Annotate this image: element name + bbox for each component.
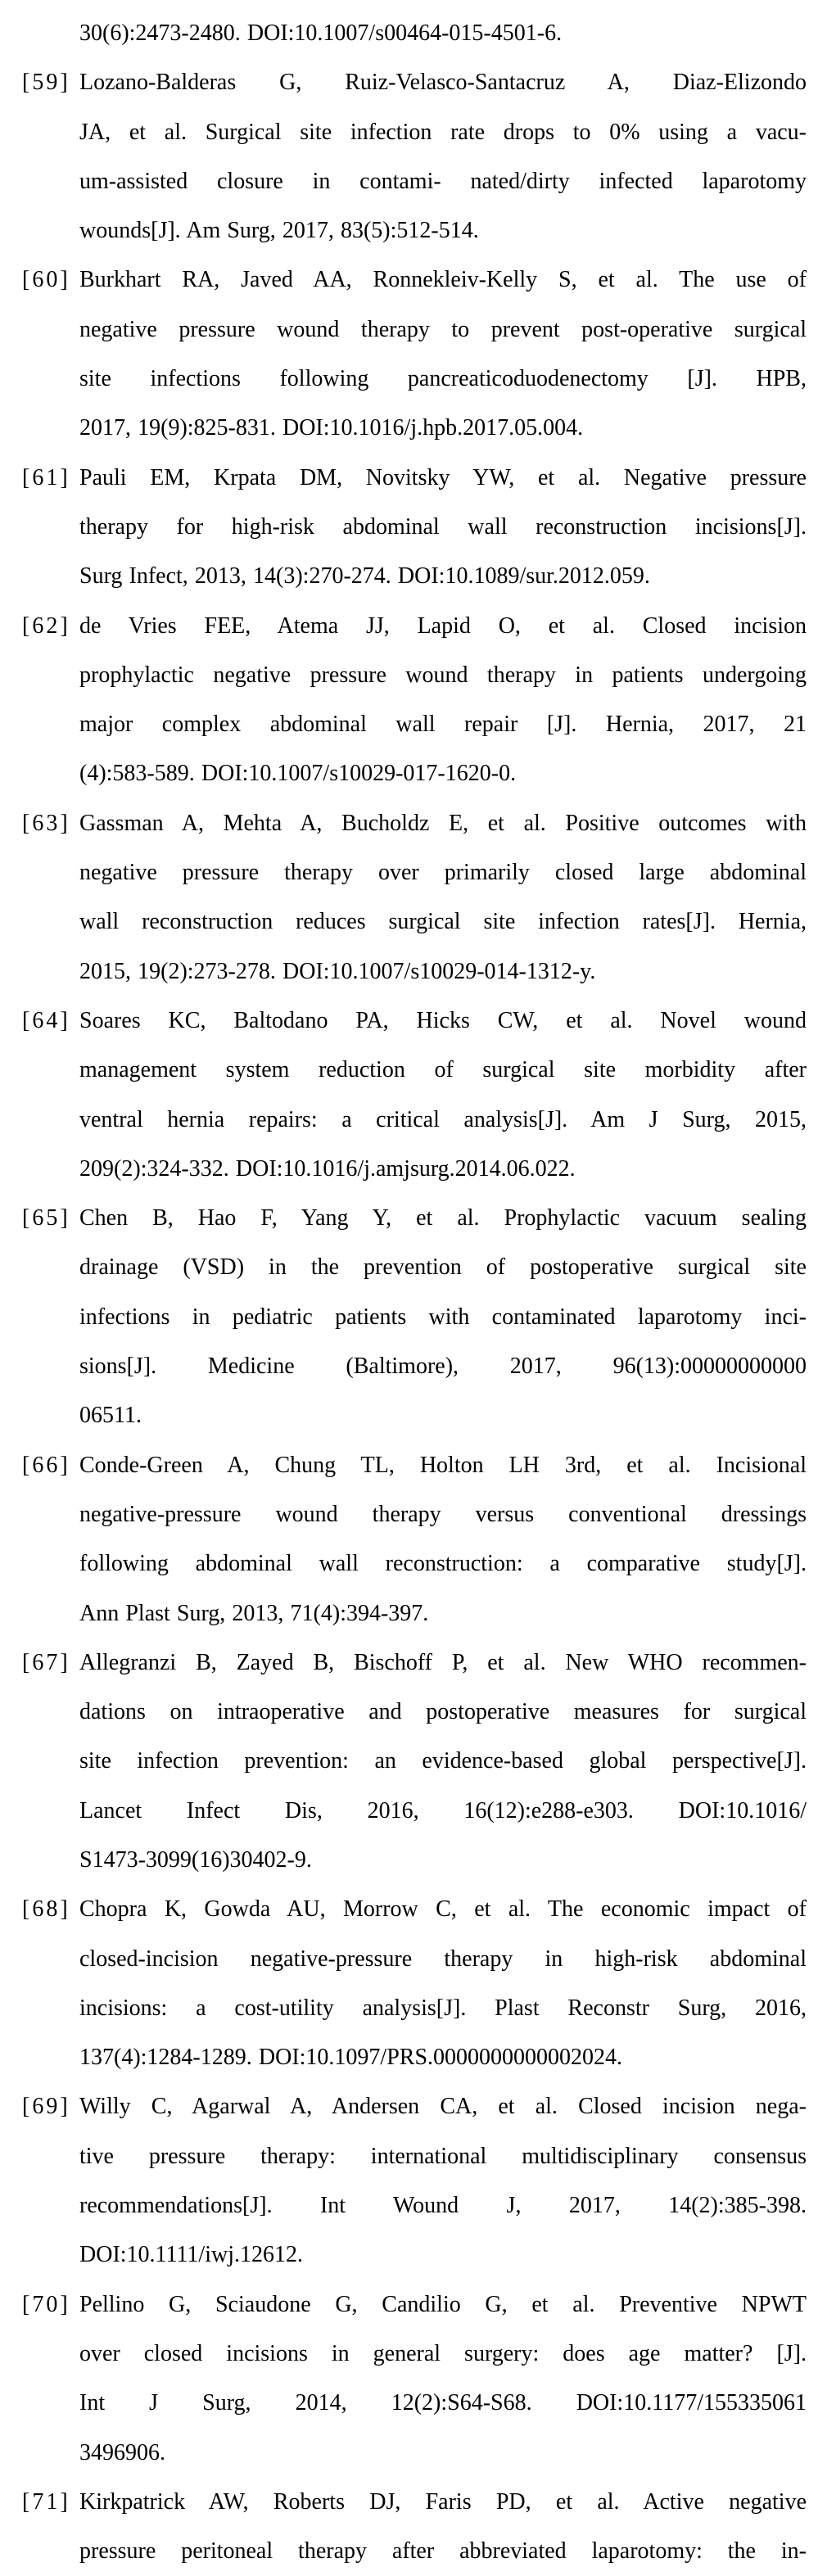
reference-line: S1473-3099(16)30402-9. xyxy=(79,1846,312,1873)
reference-text xyxy=(79,58,807,255)
reference-text xyxy=(79,454,807,602)
reference-text xyxy=(79,997,807,1194)
reference-line: 2015, 19(2):273-278. DOI:10.1007/s10029-014-1312-y. xyxy=(79,958,596,984)
reference-text xyxy=(79,2082,807,2280)
reference-number: [70] xyxy=(22,2291,70,2317)
reference-line: therapy for high-risk abdominal wall reconstruction incisions[J]. xyxy=(79,513,807,540)
reference-line: Soares KC, Baltodano PA, Hicks CW, et al. Novel wound xyxy=(79,1007,807,1033)
reference-line: Int J Surg, 2014, 12(2):S64-S68. DOI:10.1177/155335061 xyxy=(79,2390,807,2416)
reference-line: dations on intraoperative and postoperative measures for surgical xyxy=(79,1699,807,1725)
reference-line: management system reduction of surgical site morbidity after xyxy=(79,1057,807,1083)
reference-line: Kirkpatrick AW, Roberts DJ, Faris PD, et al. Active negative xyxy=(79,2488,807,2515)
reference-line: tive pressure therapy: international multidisciplinary consensus xyxy=(79,2143,807,2169)
reference-line: ventral hernia repairs: a critical analysis[J]. Am J Surg, 2015, xyxy=(79,1106,807,1132)
reference-item xyxy=(0,2478,818,2576)
reference-line: over closed incisions in general surgery: does age matter? [J]. xyxy=(79,2340,807,2366)
reference-line: major complex abdominal wall repair [J]. Hernia, 2017, 21 xyxy=(79,712,807,738)
reference-item xyxy=(0,1638,818,1885)
reference-line: negative-pressure wound therapy versus conventional dressings xyxy=(79,1501,807,1527)
reference-number: [67] xyxy=(22,1649,70,1675)
reference-line: Lozano-Balderas G, Ruiz-Velasco-Santacruz A, Diaz-Elizondo xyxy=(79,70,807,96)
reference-text xyxy=(79,1638,807,1885)
reference-item xyxy=(0,2082,818,2280)
reference-line: JA, et al. Surgical site infection rate drops to 0% using a vacu- xyxy=(79,119,807,145)
reference-text xyxy=(79,1441,807,1638)
reference-line: (4):583-589. DOI:10.1007/s10029-017-1620-0. xyxy=(79,761,517,787)
reference-line: 2017, 19(9):825-831. DOI:10.1016/j.hpb.2017.05.004. xyxy=(79,415,584,441)
reference-number: [68] xyxy=(22,1896,70,1923)
reference-text xyxy=(79,2478,807,2576)
reference-line: recommendations[J]. Int Wound J, 2017, 14(2):385-398. xyxy=(79,2193,807,2219)
reference-line: negative pressure therapy over primarily closed large abdominal xyxy=(79,860,807,886)
reference-item-continuation xyxy=(0,9,818,58)
reference-line: um-assisted closure in contami- nated/dirty infected laparotomy xyxy=(79,168,807,194)
reference-number: [61] xyxy=(22,464,70,490)
reference-line: Allegranzi B, Zayed B, Bischoff P, et al. New WHO recommen- xyxy=(79,1649,807,1675)
reference-line: Pellino G, Sciaudone G, Candilio G, et al. Preventive NPWT xyxy=(79,2291,807,2317)
reference-number: [60] xyxy=(22,267,70,293)
reference-line: Chen B, Hao F, Yang Y, et al. Prophylactic vacuum sealing xyxy=(79,1205,807,1232)
reference-text xyxy=(79,602,807,799)
reference-number: [66] xyxy=(22,1452,70,1478)
reference-number: [63] xyxy=(22,810,70,836)
reference-number: [71] xyxy=(22,2488,70,2515)
reference-item xyxy=(0,602,818,799)
reference-line: Gassman A, Mehta A, Bucholdz E, et al. Positive outcomes with xyxy=(79,810,807,836)
reference-text xyxy=(79,1885,807,2082)
reference-line: 209(2):324-332. DOI:10.1016/j.amjsurg.2014.06.022. xyxy=(79,1155,576,1182)
reference-line: Lancet Infect Dis, 2016, 16(12):e288-e303. DOI:10.1016/ xyxy=(79,1797,807,1824)
reference-item xyxy=(0,799,818,997)
reference-line: infections in pediatric patients with contaminated laparotomy inci- xyxy=(79,1304,807,1330)
reference-line: Ann Plast Surg, 2013, 71(4):394-397. xyxy=(79,1600,429,1626)
reference-text xyxy=(79,799,807,997)
reference-line: incisions: a cost-utility analysis[J]. Plast Reconstr Surg, 2016, xyxy=(79,1995,807,2021)
reference-line: 3496906. xyxy=(79,2439,165,2465)
reference-line: Conde-Green A, Chung TL, Holton LH 3rd, et al. Incisional xyxy=(79,1452,807,1478)
reference-line: DOI:10.1111/iwj.12612. xyxy=(79,2242,303,2268)
reference-number: [65] xyxy=(22,1205,70,1232)
reference-item xyxy=(0,454,818,602)
reference-item xyxy=(0,997,818,1194)
reference-list xyxy=(0,9,818,2576)
reference-line: wall reconstruction reduces surgical site infection rates[J]. Hernia, xyxy=(79,909,807,935)
reference-number: [62] xyxy=(22,612,70,639)
reference-line: Chopra K, Gowda AU, Morrow C, et al. The economic impact of xyxy=(79,1896,807,1923)
reference-line: sions[J]. Medicine (Baltimore), 2017, 96(13):00000000000 xyxy=(79,1354,807,1380)
reference-line: 30(6):2473-2480. DOI:10.1007/s00464-015-4501-6. xyxy=(79,20,563,46)
reference-line: 137(4):1284-1289. DOI:10.1097/PRS.0000000000002024. xyxy=(79,2045,623,2071)
reference-text xyxy=(79,2280,807,2478)
reference-line: site infection prevention: an evidence-based global perspective[J]. xyxy=(79,1748,807,1774)
reference-item xyxy=(0,2280,818,2478)
reference-line: wounds[J]. Am Surg, 2017, 83(5):512-514. xyxy=(79,218,479,244)
reference-line: Surg Infect, 2013, 14(3):270-274. DOI:10.1089/sur.2012.059. xyxy=(79,563,650,590)
reference-text xyxy=(79,255,807,453)
reference-item xyxy=(0,1441,818,1638)
reference-line: negative pressure wound therapy to prevent post-operative surgical xyxy=(79,316,807,342)
reference-line: Willy C, Agarwal A, Andersen CA, et al. Closed incision nega- xyxy=(79,2094,807,2120)
reference-number: [64] xyxy=(22,1007,70,1033)
reference-item xyxy=(0,255,818,453)
reference-number: [69] xyxy=(22,2094,70,2120)
reference-item xyxy=(0,58,818,255)
reference-text xyxy=(79,9,807,58)
reference-line: closed-incision negative-pressure therapy in high-risk abdominal xyxy=(79,1946,807,1972)
reference-line: drainage (VSD) in the prevention of postoperative surgical site xyxy=(79,1254,807,1281)
reference-line: following abdominal wall reconstruction: a comparative study[J]. xyxy=(79,1551,807,1577)
reference-line: Pauli EM, Krpata DM, Novitsky YW, et al. Negative pressure xyxy=(79,464,807,490)
reference-text xyxy=(79,1194,807,1440)
reference-line: 06511. xyxy=(79,1403,142,1429)
reference-line: pressure peritoneal therapy after abbreviated laparotomy: the in- xyxy=(79,2538,807,2565)
reference-line: Burkhart RA, Javed AA, Ronnekleiv-Kelly S, et al. The use of xyxy=(79,267,807,293)
reference-item xyxy=(0,1194,818,1440)
reference-item xyxy=(0,1885,818,2082)
reference-number: [59] xyxy=(22,70,70,96)
reference-line: site infections following pancreaticoduodenectomy [J]. HPB, xyxy=(79,366,807,392)
reference-line: de Vries FEE, Atema JJ, Lapid O, et al. Closed incision xyxy=(79,612,807,639)
reference-line: prophylactic negative pressure wound therapy in patients undergoing xyxy=(79,662,807,688)
